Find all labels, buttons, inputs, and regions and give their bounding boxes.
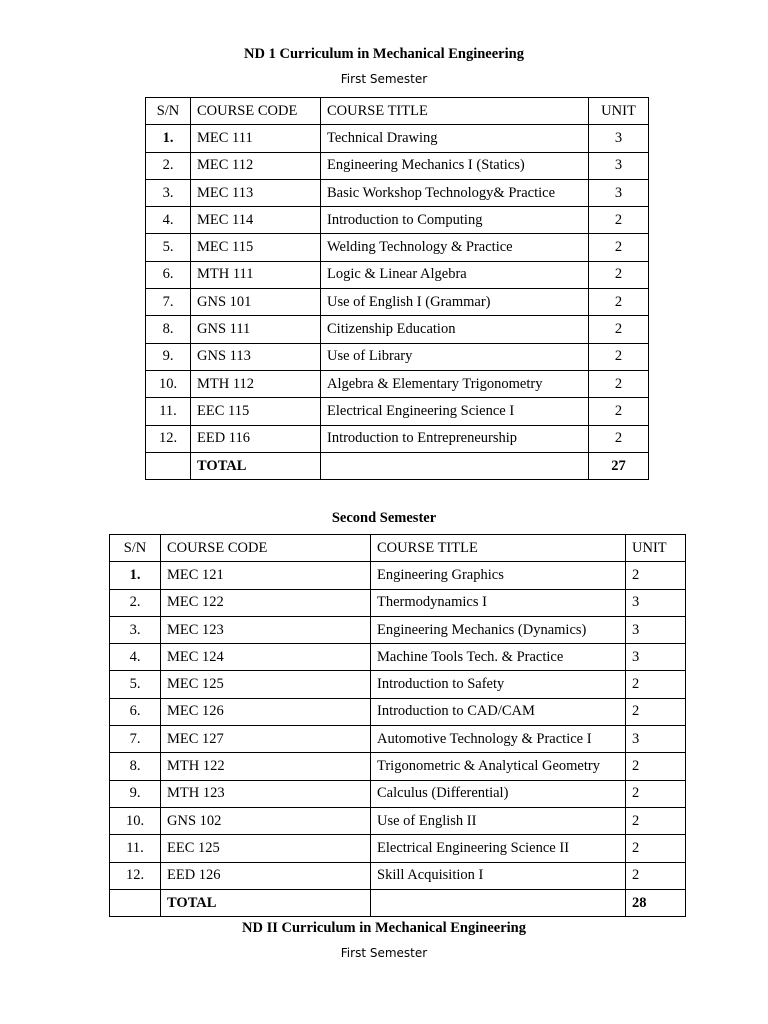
header-course-code: COURSE CODE: [161, 535, 371, 562]
course-code-cell: GNS 102: [161, 807, 371, 834]
unit-cell: 2: [626, 698, 686, 725]
nd1-first-semester-label: First Semester: [340, 72, 428, 86]
sn-cell: 4.: [146, 207, 191, 234]
sn-cell: 7.: [110, 726, 161, 753]
total-label: TOTAL: [161, 889, 371, 916]
course-code-cell: MTH 122: [161, 753, 371, 780]
table-row: [146, 316, 649, 343]
table-row: [146, 398, 649, 425]
course-code-cell: MEC 126: [161, 698, 371, 725]
course-title-cell: Electrical Engineering Science I: [321, 398, 589, 425]
unit-cell: 2: [626, 562, 686, 589]
course-title-cell: Introduction to Safety: [371, 671, 626, 698]
unit-cell: 3: [589, 179, 649, 206]
header-course-title: COURSE TITLE: [371, 535, 626, 562]
table-row: [110, 780, 686, 807]
table-row: [146, 370, 649, 397]
unit-cell: 2: [589, 207, 649, 234]
sn-cell: 5.: [110, 671, 161, 698]
sn-cell: 12.: [110, 862, 161, 889]
nd1-first-semester-table: [145, 97, 649, 480]
course-title-cell: Use of English I (Grammar): [321, 289, 589, 316]
table-row: [110, 862, 686, 889]
course-code-cell: MEC 127: [161, 726, 371, 753]
course-title-cell: Trigonometric & Analytical Geometry: [371, 753, 626, 780]
unit-cell: 3: [589, 152, 649, 179]
course-code-cell: MEC 113: [191, 179, 321, 206]
sn-cell: 8.: [110, 753, 161, 780]
header-sn: S/N: [146, 98, 191, 125]
course-title-cell: Automotive Technology & Practice I: [371, 726, 626, 753]
unit-cell: 2: [626, 753, 686, 780]
unit-cell: 2: [626, 807, 686, 834]
sn-cell: 12.: [146, 425, 191, 452]
sn-cell: 7.: [146, 289, 191, 316]
table-row: [110, 644, 686, 671]
sn-cell: 9.: [110, 780, 161, 807]
nd1-title: ND 1 Curriculum in Mechanical Engineering: [244, 46, 524, 62]
sn-cell: 3.: [110, 616, 161, 643]
course-title-cell: Technical Drawing: [321, 125, 589, 152]
course-title-cell: Introduction to CAD/CAM: [371, 698, 626, 725]
unit-cell: 3: [589, 125, 649, 152]
course-title-cell: Citizenship Education: [321, 316, 589, 343]
course-title-cell: Use of Library: [321, 343, 589, 370]
sn-cell: 2.: [146, 152, 191, 179]
sn-cell: 1.: [146, 125, 191, 152]
table-row: [110, 589, 686, 616]
table-row: [110, 698, 686, 725]
sn-cell: 8.: [146, 316, 191, 343]
unit-cell: 3: [626, 644, 686, 671]
course-code-cell: GNS 113: [191, 343, 321, 370]
header-unit: UNIT: [626, 535, 686, 562]
unit-cell: 2: [626, 671, 686, 698]
header-course-code: COURSE CODE: [191, 98, 321, 125]
table-row: [110, 616, 686, 643]
nd2-first-semester-label: First Semester: [340, 946, 428, 960]
total-row: [146, 452, 649, 479]
total-label: TOTAL: [191, 452, 321, 479]
course-title-cell: Welding Technology & Practice: [321, 234, 589, 261]
course-code-cell: GNS 101: [191, 289, 321, 316]
unit-cell: 2: [589, 343, 649, 370]
table-header-row: [110, 535, 686, 562]
total-value: 27: [589, 452, 649, 479]
course-code-cell: MEC 121: [161, 562, 371, 589]
total-empty-cell: [110, 889, 161, 916]
course-title-cell: Calculus (Differential): [371, 780, 626, 807]
sn-cell: 4.: [110, 644, 161, 671]
unit-cell: 2: [626, 780, 686, 807]
course-code-cell: EED 116: [191, 425, 321, 452]
table-row: [146, 289, 649, 316]
unit-cell: 2: [626, 862, 686, 889]
header-course-title: COURSE TITLE: [321, 98, 589, 125]
unit-cell: 3: [626, 589, 686, 616]
table-row: [146, 261, 649, 288]
table-row: [146, 207, 649, 234]
unit-cell: 2: [589, 261, 649, 288]
course-code-cell: MEC 122: [161, 589, 371, 616]
unit-cell: 2: [589, 398, 649, 425]
course-title-cell: Machine Tools Tech. & Practice: [371, 644, 626, 671]
sn-cell: 9.: [146, 343, 191, 370]
course-title-cell: Engineering Graphics: [371, 562, 626, 589]
unit-cell: 2: [589, 289, 649, 316]
course-code-cell: MEC 115: [191, 234, 321, 261]
total-empty-cell: [371, 889, 626, 916]
course-code-cell: MTH 112: [191, 370, 321, 397]
course-title-cell: Engineering Mechanics I (Statics): [321, 152, 589, 179]
unit-cell: 2: [589, 234, 649, 261]
header-unit: UNIT: [589, 98, 649, 125]
course-title-cell: Thermodynamics I: [371, 589, 626, 616]
table-row: [110, 726, 686, 753]
table-row: [146, 125, 649, 152]
total-empty-cell: [321, 452, 589, 479]
sn-cell: 5.: [146, 234, 191, 261]
unit-cell: 3: [626, 726, 686, 753]
sn-cell: 10.: [110, 807, 161, 834]
total-row: [110, 889, 686, 916]
course-title-cell: Electrical Engineering Science II: [371, 835, 626, 862]
sn-cell: 2.: [110, 589, 161, 616]
nd1-second-semester-label: Second Semester: [331, 510, 437, 526]
unit-cell: 3: [626, 616, 686, 643]
total-value: 28: [626, 889, 686, 916]
total-empty-cell: [146, 452, 191, 479]
table-row: [146, 152, 649, 179]
table-row: [110, 835, 686, 862]
unit-cell: 2: [589, 370, 649, 397]
course-title-cell: Introduction to Entrepreneurship: [321, 425, 589, 452]
nd2-title: ND II Curriculum in Mechanical Engineering: [242, 920, 526, 936]
nd1-second-semester-table: [109, 534, 686, 917]
table-row: [146, 425, 649, 452]
course-title-cell: Algebra & Elementary Trigonometry: [321, 370, 589, 397]
sn-cell: 11.: [110, 835, 161, 862]
course-code-cell: EEC 115: [191, 398, 321, 425]
course-title-cell: Introduction to Computing: [321, 207, 589, 234]
course-title-cell: Skill Acquisition I: [371, 862, 626, 889]
table-row: [110, 753, 686, 780]
course-code-cell: EED 126: [161, 862, 371, 889]
course-title-cell: Logic & Linear Algebra: [321, 261, 589, 288]
sn-cell: 6.: [110, 698, 161, 725]
table-header-row: [146, 98, 649, 125]
table-row: [110, 807, 686, 834]
table-row: [110, 562, 686, 589]
course-title-cell: Engineering Mechanics (Dynamics): [371, 616, 626, 643]
unit-cell: 2: [589, 316, 649, 343]
course-code-cell: GNS 111: [191, 316, 321, 343]
course-code-cell: MEC 112: [191, 152, 321, 179]
sn-cell: 6.: [146, 261, 191, 288]
sn-cell: 1.: [110, 562, 161, 589]
table-row: [110, 671, 686, 698]
course-code-cell: MEC 111: [191, 125, 321, 152]
course-code-cell: EEC 125: [161, 835, 371, 862]
course-code-cell: MEC 114: [191, 207, 321, 234]
unit-cell: 2: [589, 425, 649, 452]
course-code-cell: MTH 111: [191, 261, 321, 288]
sn-cell: 11.: [146, 398, 191, 425]
course-code-cell: MTH 123: [161, 780, 371, 807]
course-code-cell: MEC 125: [161, 671, 371, 698]
course-code-cell: MEC 123: [161, 616, 371, 643]
unit-cell: 2: [626, 835, 686, 862]
table-row: [146, 343, 649, 370]
sn-cell: 3.: [146, 179, 191, 206]
table-row: [146, 179, 649, 206]
course-code-cell: MEC 124: [161, 644, 371, 671]
header-sn: S/N: [110, 535, 161, 562]
course-title-cell: Use of English II: [371, 807, 626, 834]
course-title-cell: Basic Workshop Technology& Practice: [321, 179, 589, 206]
table-row: [146, 234, 649, 261]
sn-cell: 10.: [146, 370, 191, 397]
